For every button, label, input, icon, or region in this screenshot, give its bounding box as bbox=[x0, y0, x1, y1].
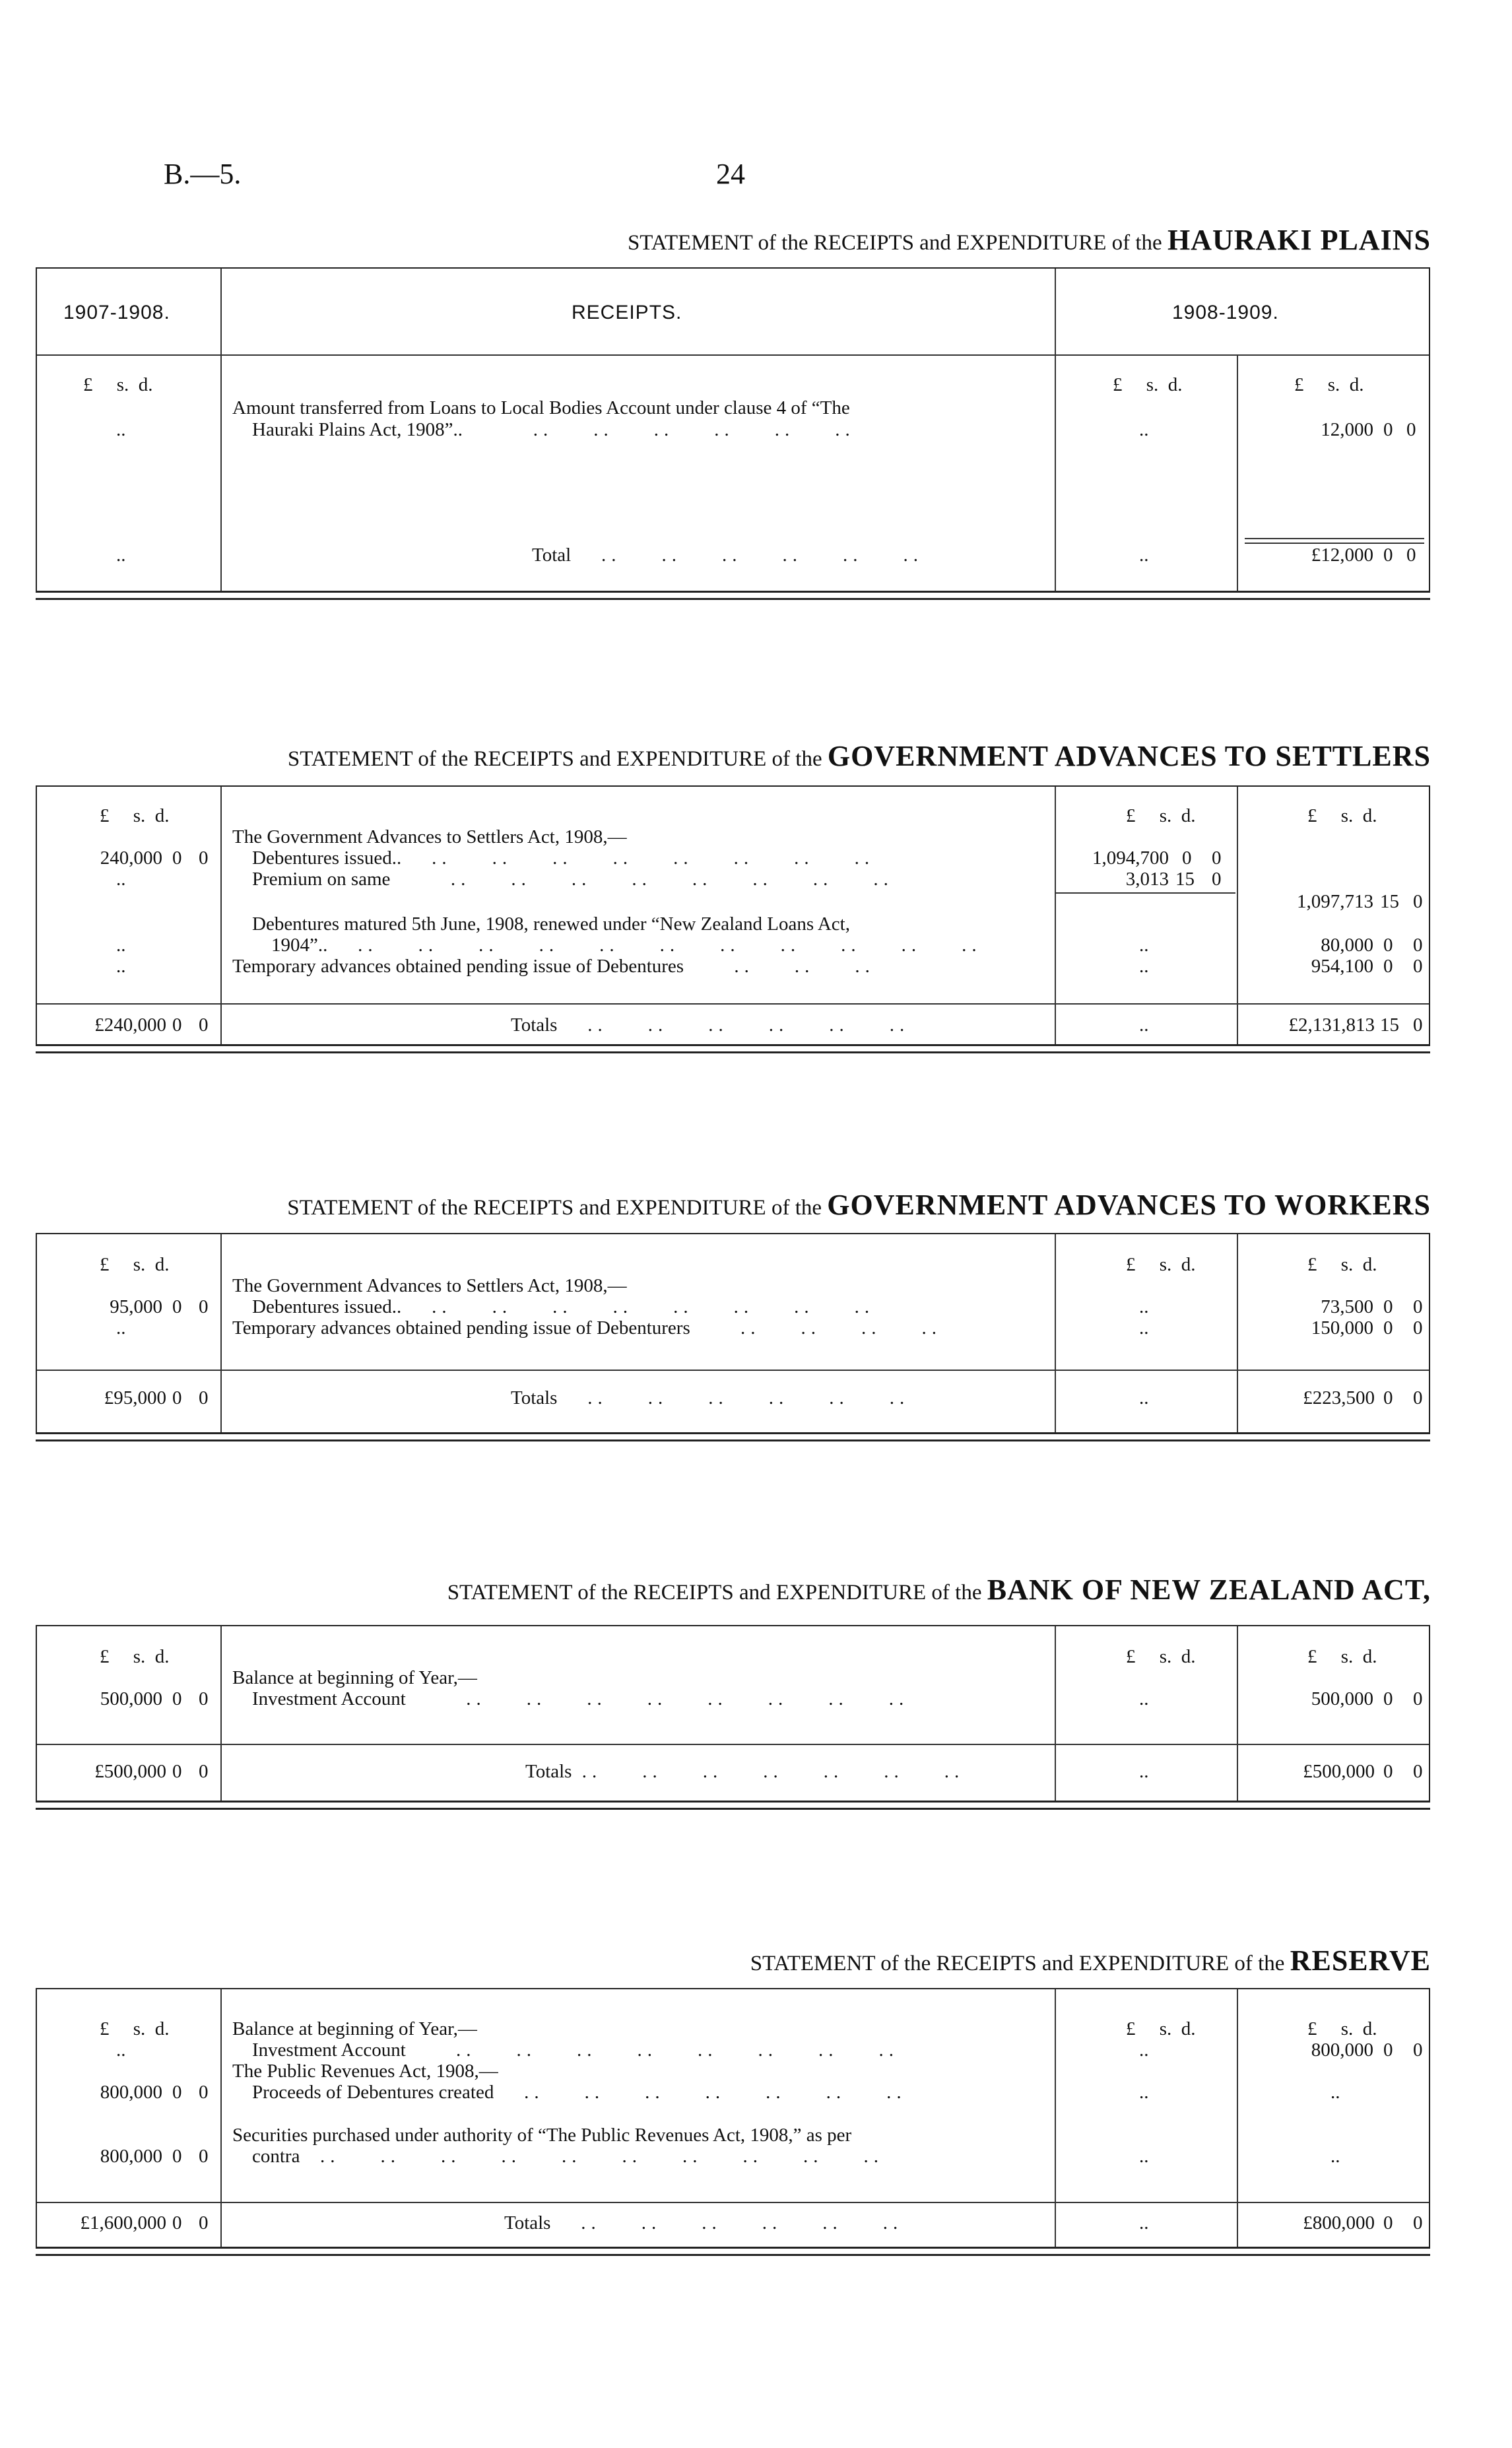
reserve-proceeds-prev-s: 0 bbox=[172, 2082, 182, 2103]
settlers-temp-label: Temporary advances obtained pending issue of Debentures .. .. .. bbox=[232, 956, 875, 977]
settlers-matured-d: 0 bbox=[1413, 935, 1423, 956]
bank-left-total-s: 0 bbox=[172, 1761, 182, 1782]
settlers-matured-left-leader: .. bbox=[116, 935, 126, 956]
reserve-right-total: £800,000 bbox=[1303, 2212, 1375, 2233]
workers-left-currency: £ s. d. bbox=[100, 1254, 170, 1275]
hauraki-amount: 12,000 bbox=[1321, 419, 1373, 440]
reserve-inv-label: Investment Account .. .. .. .. .. .. .. .. bbox=[252, 2039, 900, 2061]
hauraki-title-name: HAURAKI PLAINS bbox=[1167, 224, 1431, 256]
hauraki-mid-leader: .. bbox=[1139, 419, 1149, 440]
reserve-left-currency: £ s. d. bbox=[100, 2018, 170, 2039]
workers-deb-d: 0 bbox=[1413, 1296, 1423, 1317]
settlers-title-prefix: STATEMENT of the RECEIPTS and EXPENDITURE of the bbox=[287, 747, 822, 771]
settlers-deb-prev-s: 0 bbox=[172, 847, 182, 869]
hauraki-total-rule-top bbox=[1245, 538, 1424, 544]
reserve-proceeds-right-leader: .. bbox=[1331, 2082, 1340, 2103]
hauraki-line1: Amount transferred from Loans to Local Bodies Account under clause 4 of “The bbox=[232, 397, 850, 418]
settlers-temp-d: 0 bbox=[1413, 956, 1423, 977]
workers-right-total-d: 0 bbox=[1413, 1387, 1423, 1408]
workers-mid-currency: £ s. d. bbox=[1126, 1254, 1196, 1275]
reserve-mid-currency: £ s. d. bbox=[1126, 2018, 1196, 2039]
reserve-inv-left-leader: .. bbox=[116, 2039, 126, 2061]
reserve-proceeds-mid-leader: .. bbox=[1139, 2082, 1149, 2103]
workers-temp-left-leader: .. bbox=[116, 1317, 126, 1339]
bank-right-currency: £ s. d. bbox=[1307, 1646, 1377, 1667]
settlers-prem-s: 15 bbox=[1175, 869, 1195, 890]
reserve-sec-2: contra .. .. .. .. .. .. .. .. .. .. bbox=[252, 2146, 884, 2167]
bank-inv-mid-leader: .. bbox=[1139, 1688, 1149, 1709]
settlers-deb-label: Debentures issued.. .. .. .. .. .. .. .. .. bbox=[252, 847, 875, 869]
settlers-deb-prev: 240,000 bbox=[100, 847, 162, 869]
hauraki-col-mid: RECEIPTS. bbox=[572, 302, 682, 323]
hauraki-amount-s: 0 bbox=[1383, 419, 1393, 440]
settlers-matured-1: Debentures matured 5th June, 1908, renewed under “New Zealand Loans Act, bbox=[252, 913, 850, 935]
bank-right-total-s: 0 bbox=[1383, 1761, 1393, 1782]
settlers-title bbox=[288, 739, 1431, 773]
workers-totals-label: Totals .. .. .. .. .. .. bbox=[511, 1387, 910, 1408]
settlers-prem-left-leader: .. bbox=[116, 869, 126, 890]
settlers-deb-amount: 1,094,700 bbox=[1092, 847, 1169, 869]
workers-deb-prev-s: 0 bbox=[172, 1296, 182, 1317]
hauraki-total-mid-leader: .. bbox=[1139, 545, 1149, 566]
reserve-sec-prev: 800,000 bbox=[100, 2146, 162, 2167]
bank-totals-mid-leader: .. bbox=[1139, 1761, 1149, 1782]
reserve-act: The Public Revenues Act, 1908,— bbox=[232, 2061, 498, 2082]
settlers-title-name: GOVERNMENT ADVANCES TO SETTLERS bbox=[827, 740, 1431, 772]
bank-inv-amount: 500,000 bbox=[1311, 1688, 1373, 1709]
settlers-deb-prev-d: 0 bbox=[199, 847, 209, 869]
workers-right-currency: £ s. d. bbox=[1307, 1254, 1377, 1275]
bank-left-total-d: 0 bbox=[199, 1761, 209, 1782]
workers-title bbox=[287, 1188, 1431, 1222]
bank-balance-label: Balance at beginning of Year,— bbox=[232, 1667, 477, 1688]
workers-totals-mid-leader: .. bbox=[1139, 1387, 1149, 1408]
hauraki-total-label: Total .. .. .. .. .. .. bbox=[532, 545, 923, 566]
settlers-right-total: £2,131,813 bbox=[1288, 1014, 1375, 1036]
settlers-left-total-d: 0 bbox=[199, 1014, 209, 1036]
settlers-deb-d: 0 bbox=[1212, 847, 1222, 869]
workers-deb-mid-leader: .. bbox=[1139, 1296, 1149, 1317]
settlers-right-currency: £ s. d. bbox=[1307, 805, 1377, 826]
settlers-temp-s: 0 bbox=[1383, 956, 1393, 977]
bank-bottom-rule bbox=[36, 1801, 1430, 1810]
hauraki-table bbox=[36, 267, 1430, 592]
hauraki-total-s: 0 bbox=[1383, 545, 1393, 566]
settlers-prem-label: Premium on same .. .. .. .. .. .. .. .. bbox=[252, 869, 894, 890]
workers-temp-d: 0 bbox=[1413, 1317, 1423, 1339]
bank-title-prefix: STATEMENT of the RECEIPTS and EXPENDITURE of the bbox=[447, 1581, 982, 1604]
workers-bottom-rule bbox=[36, 1432, 1430, 1441]
reserve-left-total-d: 0 bbox=[199, 2212, 209, 2233]
settlers-table bbox=[36, 785, 1430, 1045]
reserve-inv-d: 0 bbox=[1413, 2039, 1423, 2061]
workers-left-total: £95,000 bbox=[104, 1387, 166, 1408]
bank-right-total: £500,000 bbox=[1303, 1761, 1375, 1782]
reserve-right-total-s: 0 bbox=[1383, 2212, 1393, 2233]
settlers-matured-2: 1904”.. .. .. .. .. .. .. .. .. .. .. .. bbox=[271, 935, 982, 956]
bank-title bbox=[447, 1573, 1431, 1606]
reserve-inv-s: 0 bbox=[1383, 2039, 1393, 2061]
reserve-proceeds-prev: 800,000 bbox=[100, 2082, 162, 2103]
hauraki-col-right: 1908-1909. bbox=[1172, 302, 1279, 323]
page-number: 24 bbox=[716, 158, 745, 190]
bank-left-total: £500,000 bbox=[94, 1761, 166, 1782]
workers-act: The Government Advances to Settlers Act, 1908,— bbox=[232, 1275, 627, 1296]
bank-left-currency: £ s. d. bbox=[100, 1646, 170, 1667]
reserve-sec-prev-s: 0 bbox=[172, 2146, 182, 2167]
reserve-left-total: £1,600,000 bbox=[80, 2212, 166, 2233]
settlers-matured-s: 0 bbox=[1383, 935, 1393, 956]
reserve-title bbox=[750, 1944, 1431, 1977]
workers-temp-s: 0 bbox=[1383, 1317, 1393, 1339]
reserve-totals-mid-leader: .. bbox=[1139, 2212, 1149, 2233]
reserve-sec-prev-d: 0 bbox=[199, 2146, 209, 2167]
reserve-bottom-rule bbox=[36, 2247, 1430, 2256]
reserve-sec-right-leader: .. bbox=[1331, 2146, 1340, 2167]
reserve-proceeds-label: Proceeds of Debentures created .. .. .. .. .. .. .. bbox=[252, 2082, 907, 2103]
settlers-right-total-s: 15 bbox=[1380, 1014, 1399, 1036]
reserve-inv-amount: 800,000 bbox=[1311, 2039, 1373, 2061]
bank-right-total-d: 0 bbox=[1413, 1761, 1423, 1782]
settlers-bottom-rule bbox=[36, 1044, 1430, 1053]
hauraki-bottom-rule bbox=[36, 591, 1430, 600]
hauraki-col-left: 1907-1908. bbox=[63, 302, 170, 323]
workers-title-prefix: STATEMENT of the RECEIPTS and EXPENDITURE of the bbox=[287, 1196, 822, 1220]
bank-inv-label: Investment Account .. .. .. .. .. .. .. .. bbox=[252, 1688, 909, 1709]
workers-temp-label: Temporary advances obtained pending issue of Debenturers .. .. .. .. bbox=[232, 1317, 942, 1339]
workers-title-name: GOVERNMENT ADVANCES TO WORKERS bbox=[827, 1189, 1431, 1221]
hauraki-mid-currency: £ s. d. bbox=[1113, 374, 1183, 395]
reserve-inv-mid-leader: .. bbox=[1139, 2039, 1149, 2061]
settlers-act: The Government Advances to Settlers Act, 1908,— bbox=[232, 826, 627, 847]
hauraki-left-leader: .. bbox=[116, 419, 126, 440]
workers-right-total-s: 0 bbox=[1383, 1387, 1393, 1408]
hauraki-right-currency: £ s. d. bbox=[1294, 374, 1364, 395]
workers-deb-prev-d: 0 bbox=[199, 1296, 209, 1317]
bank-inv-prev-s: 0 bbox=[172, 1688, 182, 1709]
bank-table bbox=[36, 1625, 1430, 1802]
reserve-left-total-s: 0 bbox=[172, 2212, 182, 2233]
hauraki-title-prefix: STATEMENT of the RECEIPTS and EXPENDITURE of the bbox=[627, 231, 1162, 255]
page-reference: B.—5. bbox=[164, 158, 242, 190]
reserve-balance-label: Balance at beginning of Year,— bbox=[232, 2018, 477, 2039]
workers-table bbox=[36, 1233, 1430, 1434]
bank-inv-prev-d: 0 bbox=[199, 1688, 209, 1709]
settlers-sum-s: 15 bbox=[1380, 891, 1399, 912]
settlers-matured-amount: 80,000 bbox=[1321, 935, 1373, 956]
settlers-sum-d: 0 bbox=[1413, 891, 1423, 912]
workers-deb-label: Debentures issued.. .. .. .. .. .. .. .. .. bbox=[252, 1296, 875, 1317]
settlers-subtotal-rule bbox=[1056, 892, 1235, 894]
hauraki-total-d: 0 bbox=[1406, 545, 1416, 566]
settlers-right-total-d: 0 bbox=[1413, 1014, 1423, 1036]
workers-deb-s: 0 bbox=[1383, 1296, 1393, 1317]
settlers-temp-mid-leader: .. bbox=[1139, 956, 1149, 977]
reserve-table bbox=[36, 1988, 1430, 2248]
settlers-totals-label: Totals .. .. .. .. .. .. bbox=[511, 1014, 910, 1036]
reserve-sec-mid-leader: .. bbox=[1139, 2146, 1149, 2167]
settlers-mid-currency: £ s. d. bbox=[1126, 805, 1196, 826]
reserve-title-prefix: STATEMENT of the RECEIPTS and EXPENDITURE of the bbox=[750, 1952, 1285, 1975]
bank-inv-prev: 500,000 bbox=[100, 1688, 162, 1709]
workers-left-total-s: 0 bbox=[172, 1387, 182, 1408]
workers-temp-amount: 150,000 bbox=[1311, 1317, 1373, 1339]
reserve-right-currency: £ s. d. bbox=[1307, 2018, 1377, 2039]
bank-totals-label: Totals .. .. .. .. .. .. .. bbox=[525, 1761, 965, 1782]
settlers-deb-s: 0 bbox=[1182, 847, 1192, 869]
settlers-temp-amount: 954,100 bbox=[1311, 956, 1373, 977]
reserve-sec-1: Securities purchased under authority of “The Public Revenues Act, 1908,” as per bbox=[232, 2125, 852, 2146]
hauraki-amount-d: 0 bbox=[1406, 419, 1416, 440]
workers-deb-amount: 73,500 bbox=[1321, 1296, 1373, 1317]
hauraki-total-amount: £12,000 bbox=[1311, 545, 1373, 566]
workers-temp-mid-leader: .. bbox=[1139, 1317, 1149, 1339]
settlers-totals-mid-leader: .. bbox=[1139, 1014, 1149, 1036]
settlers-left-total: £240,000 bbox=[94, 1014, 166, 1036]
bank-inv-s: 0 bbox=[1383, 1688, 1393, 1709]
bank-title-name: BANK OF NEW ZEALAND ACT, bbox=[987, 1573, 1431, 1606]
hauraki-title bbox=[628, 223, 1431, 257]
settlers-prem-d: 0 bbox=[1212, 869, 1222, 890]
bank-inv-d: 0 bbox=[1413, 1688, 1423, 1709]
reserve-proceeds-prev-d: 0 bbox=[199, 2082, 209, 2103]
settlers-left-total-s: 0 bbox=[172, 1014, 182, 1036]
settlers-temp-left-leader: .. bbox=[116, 956, 126, 977]
settlers-prem-amount: 3,013 bbox=[1125, 869, 1169, 890]
settlers-left-currency: £ s. d. bbox=[100, 805, 170, 826]
hauraki-left-currency: £ s. d. bbox=[83, 374, 153, 395]
reserve-totals-label: Totals .. .. .. .. .. .. bbox=[504, 2212, 904, 2233]
hauraki-line2: Hauraki Plains Act, 1908”.. .. .. .. .. .. .. bbox=[252, 419, 855, 440]
bank-mid-currency: £ s. d. bbox=[1126, 1646, 1196, 1667]
reserve-title-name: RESERVE bbox=[1290, 1944, 1431, 1977]
hauraki-total-left-leader: .. bbox=[116, 545, 126, 566]
workers-left-total-d: 0 bbox=[199, 1387, 209, 1408]
workers-right-total: £223,500 bbox=[1303, 1387, 1375, 1408]
settlers-matured-mid-leader: .. bbox=[1139, 935, 1149, 956]
reserve-right-total-d: 0 bbox=[1413, 2212, 1423, 2233]
workers-deb-prev: 95,000 bbox=[110, 1296, 162, 1317]
settlers-sum-amount: 1,097,713 bbox=[1297, 891, 1373, 912]
